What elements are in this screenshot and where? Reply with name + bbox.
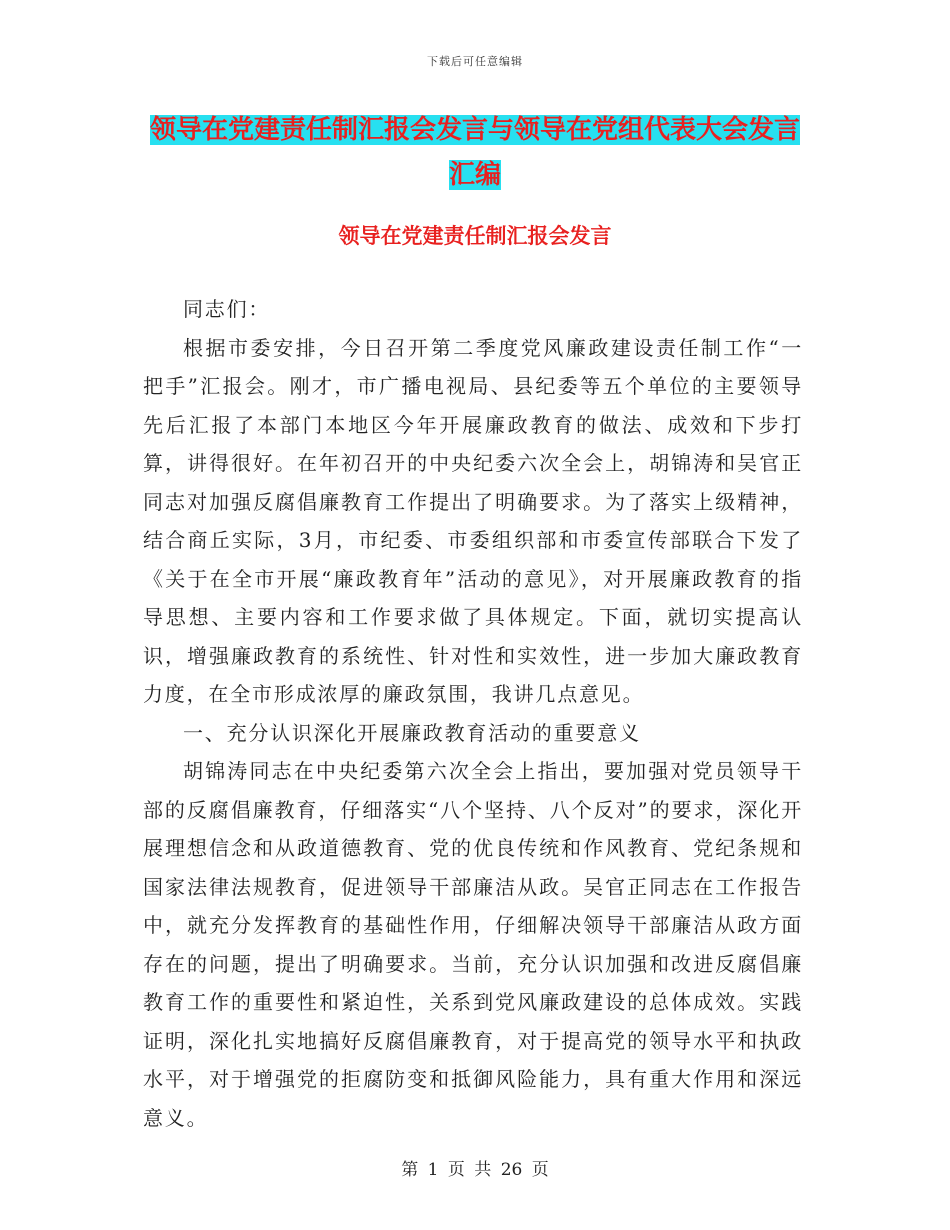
page-header-note: 下载后可任意编辑 xyxy=(427,55,523,68)
heading-point-one: 一、充分认识深化开展廉政教育活动的重要意义 xyxy=(183,720,641,745)
section-title: 领导在党建责任制汇报会发言 xyxy=(338,224,612,248)
document-title-text: 领导在党建责任制汇报会发言与领导在党组代表大会发言汇编 xyxy=(149,115,800,190)
document-body xyxy=(143,290,803,1137)
page-number: 第 1 页 共 26 页 xyxy=(401,1160,549,1180)
document-title xyxy=(140,108,810,198)
paragraph-point-one: 胡锦涛同志在中央纪委第六次全会上指出，要加强对党员领导干部的反腐倡廉教育，仔细落实“八个坚持、八个反对”的要求，深化开展理想信念和从政道德教育、党的优良传统和作风教育、党纪条规和国家法律法规教育，促进领导干部廉洁从政。吴官正同志在工作报告中，就充分发挥教育的基础性作用，仔细解决领导干部廉洁从政方面存在的问题，提出了明确要求。当前，充分认识加强和改进反腐倡廉教育工作的重要性和紧迫性，关系到党风廉政建设的总体成效。实践证明，深化扎实地搞好反腐倡廉教育，对于提高党的领导水平和执政水平，对于增强党的拒腐防变和抵御风险能力，具有重大作用和深远意义。 xyxy=(143,759,803,1130)
salutation: 同志们： xyxy=(183,297,271,321)
paragraph-intro: 根据市委安排，今日召开第二季度党风廉政建设责任制工作“一把手”汇报会。刚才，市广播电视局、县纪委等五个单位的主要领导先后汇报了本部门本地区今年开展廉政教育的做法、成效和下步打算，讲得很好。在年初召开的中央纪委六次全会上，胡锦涛和吴官正同志对加强反腐倡廉教育工作提出了明确要求。为了落实上级精神，结合商丘实际，3月，市纪委、市委组织部和市委宣传部联合下发了《关于在全市开展“廉政教育年”活动的意见》，对开展廉政教育的指导思想、主要内容和工作要求做了具体规定。下面，就切实提高认识，增强廉政教育的系统性、针对性和实效性，进一步加大廉政教育力度，在全市形成浓厚的廉政氛围，我讲几点意见。 xyxy=(143,335,803,706)
